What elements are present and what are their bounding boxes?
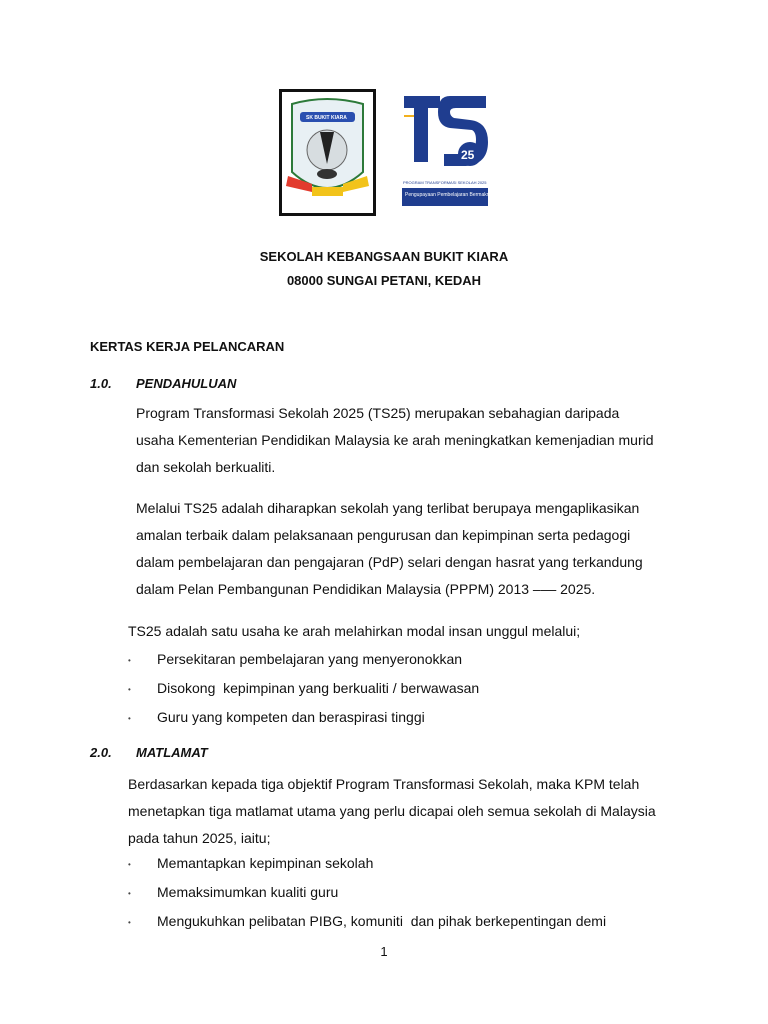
crest-text: SK BUKIT KIARA — [306, 115, 347, 121]
ts25-logo — [400, 92, 493, 212]
section-1-intro: TS25 adalah satu usaha ke arah melahirkan modal insan unggul melalui; — [128, 623, 581, 639]
text-line: menetapkan tiga matlamat utama yang perlu dicapai oleh semua sekolah di Malaysia — [128, 803, 656, 819]
bullet-icon: • — [128, 685, 131, 694]
bullet-icon: • — [128, 714, 131, 723]
section-2-heading: MATLAMAT — [136, 745, 208, 760]
section-2-number: 2.0. — [90, 745, 112, 760]
section-1-paragraph-1 — [136, 400, 654, 481]
bullet-icon: • — [128, 656, 131, 665]
section-1-number: 1.0. — [90, 376, 112, 391]
list-item-text: Persekitaran pembelajaran yang menyeronokkan — [157, 651, 463, 667]
document-title: KERTAS KERJA PELANCARAN — [90, 339, 285, 354]
text-line: dalam Pelan Pembangunan Pendidikan Malaysia (PPPM) 2013 ––– 2025. — [136, 581, 596, 597]
list-item-text: Disokong kepimpinan yang berkualiti / berwawasan — [157, 680, 480, 696]
page-number: 1 — [380, 944, 388, 959]
text-line: pada tahun 2025, iaitu; — [128, 830, 271, 846]
text-line: Berdasarkan kepada tiga objektif Program Transformasi Sekolah, maka KPM telah — [128, 776, 640, 792]
text-line: Melalui TS25 adalah diharapkan sekolah yang terlibat berupaya mengaplikasikan — [136, 500, 640, 516]
svg-text:25: 25 — [461, 148, 475, 162]
school-address: 08000 SUNGAI PETANI, KEDAH — [286, 273, 482, 288]
list-item-text: Mengukuhkan pelibatan PIBG, komuniti dan pihak berkepentingan demi — [157, 913, 607, 929]
school-name: SEKOLAH KEBANGSAAN BUKIT KIARA — [259, 249, 509, 264]
text-line: usaha Kementerian Pendidikan Malaysia ke arah meningkatkan kemenjadian murid — [136, 432, 654, 448]
ts25-tagline: Pengupayaan Pembelajaran Bermakna — [405, 192, 493, 198]
list-item-text: Guru yang kompeten dan beraspirasi tinggi — [157, 709, 425, 725]
ts25-caption: PROGRAM TRANSFORMASI SEKOLAH 2025 — [403, 180, 487, 185]
bullet-icon: • — [128, 860, 131, 869]
bullet-icon: • — [128, 918, 131, 927]
text-line: amalan terbaik dalam pelaksanaan pengurusan dan kepimpinan serta pedagogi — [136, 527, 631, 543]
text-line: Program Transformasi Sekolah 2025 (TS25) merupakan sebahagian daripada — [136, 405, 620, 421]
list-item-text: Memaksimumkan kualiti guru — [157, 884, 339, 900]
list-item-text: Memantapkan kepimpinan sekolah — [157, 855, 374, 871]
bullet-icon: • — [128, 889, 131, 898]
text-line: dan sekolah berkualiti. — [136, 459, 276, 475]
section-2-paragraph — [128, 771, 656, 852]
section-1-heading: PENDAHULUAN — [136, 376, 237, 391]
text-line: dalam pembelajaran dan pengajaran (PdP) selari dengan hasrat yang terkandung — [136, 554, 643, 570]
school-crest-logo — [279, 89, 376, 216]
section-1-paragraph-2 — [136, 495, 643, 603]
